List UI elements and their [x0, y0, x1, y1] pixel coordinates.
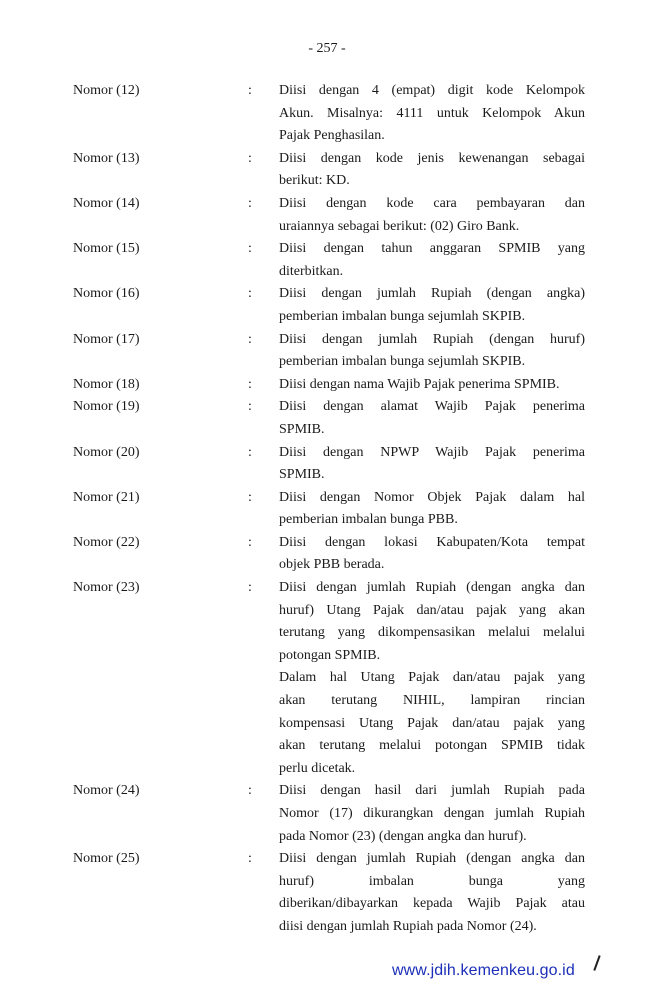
description-line: Dalam hal Utang Pajak dan/atau pajak yang: [279, 670, 585, 686]
row-description: [279, 780, 585, 848]
colon-separator: :: [248, 286, 252, 302]
colon-separator: :: [248, 444, 252, 460]
definition-row: [73, 193, 593, 238]
description-line: Akun. Misalnya: 4111 untuk Kelompok Akun: [279, 105, 585, 121]
row-label: Nomor (16): [73, 286, 140, 302]
description-line: pada Nomor (23) (dengan angka dan huruf).: [279, 828, 527, 844]
row-label: Nomor (20): [73, 444, 140, 460]
description-line: Diisi dengan hasil dari jumlah Rupiah pada: [279, 783, 585, 799]
row-description: [279, 487, 585, 532]
definition-row: [73, 487, 593, 532]
row-description: [279, 238, 585, 283]
description-line: pemberian imbalan bunga PBB.: [279, 512, 458, 528]
description-line: Diisi dengan lokasi Kabupaten/Kota tempat: [279, 534, 585, 550]
description-line: terutang yang dikompensasikan melalui melalui: [279, 625, 585, 641]
row-label: Nomor (25): [73, 851, 140, 867]
definition-row: [73, 80, 593, 148]
definition-row: [73, 238, 593, 283]
description-line: Diisi dengan kode cara pembayaran dan: [279, 195, 585, 211]
description-line: Diisi dengan Nomor Objek Pajak dalam hal: [279, 489, 585, 505]
footer-website-link[interactable]: www.jdih.kemenkeu.go.id: [392, 962, 575, 979]
description-line: diterbitkan.: [279, 263, 344, 279]
row-description: [279, 374, 585, 397]
row-label: Nomor (14): [73, 195, 140, 211]
description-line: perlu dicetak.: [279, 760, 356, 776]
row-label: Nomor (12): [73, 83, 140, 98]
description-line: diberikan/dibayarkan kepada Wajib Pajak atau: [279, 896, 585, 912]
colon-separator: :: [248, 150, 252, 166]
description-line: Diisi dengan 4 (empat) digit kode Kelompok: [279, 83, 585, 98]
colon-separator: :: [248, 331, 252, 347]
description-line: Diisi dengan nama Wajib Pajak penerima SPMIB.: [279, 376, 560, 392]
row-description: [279, 148, 585, 193]
definition-list: [73, 80, 593, 939]
description-line: objek PBB berada.: [279, 557, 385, 573]
row-description: [279, 396, 585, 441]
colon-separator: :: [248, 399, 252, 415]
definition-row: [73, 780, 593, 848]
description-line: Diisi dengan alamat Wajib Pajak penerima: [279, 399, 585, 415]
definition-row: [73, 442, 593, 487]
row-description: [279, 80, 585, 148]
definition-row: [73, 396, 593, 441]
description-line: SPMIB.: [279, 421, 325, 437]
row-description: [279, 193, 585, 238]
row-description: [279, 532, 585, 577]
definition-row: [73, 329, 593, 374]
colon-separator: :: [248, 783, 252, 799]
description-line: Diisi dengan tahun anggaran SPMIB yang: [279, 241, 585, 257]
colon-separator: :: [248, 580, 252, 596]
row-label: Nomor (24): [73, 783, 140, 799]
description-line: Diisi dengan jumlah Rupiah (dengan angka dan: [279, 580, 585, 596]
row-label: Nomor (23): [73, 580, 140, 596]
row-description: [279, 848, 585, 938]
page-number: - 257 -: [308, 41, 346, 56]
colon-separator: :: [248, 376, 252, 392]
definition-row: [73, 148, 593, 193]
description-line: pemberian imbalan bunga sejumlah SKPIB.: [279, 354, 526, 370]
definition-row: [73, 848, 593, 938]
colon-separator: :: [248, 534, 252, 550]
row-description: [279, 283, 585, 328]
description-line: Diisi dengan NPWP Wajib Pajak penerima: [279, 444, 585, 460]
definition-row: [73, 577, 593, 780]
description-line: SPMIB.: [279, 467, 325, 483]
colon-separator: :: [248, 83, 252, 98]
colon-separator: :: [248, 851, 252, 867]
description-line: akan terutang NIHIL, lampiran rincian: [279, 693, 585, 709]
description-line: potongan SPMIB.: [279, 647, 381, 663]
description-line: uraiannya sebagai berikut: (02) Giro Bank.: [279, 218, 520, 234]
row-label: Nomor (13): [73, 150, 140, 166]
row-label: Nomor (21): [73, 489, 140, 505]
row-description: [279, 329, 585, 374]
row-description: [279, 577, 585, 780]
description-line: huruf) Utang Pajak dan/atau pajak yang akan: [279, 602, 585, 618]
row-label: Nomor (18): [73, 376, 140, 392]
description-line: kompensasi Utang Pajak dan/atau pajak yang: [279, 715, 585, 731]
row-label: Nomor (22): [73, 534, 140, 550]
description-line: Nomor (17) dikurangkan dengan jumlah Rupiah: [279, 806, 585, 821]
definition-row: [73, 532, 593, 577]
row-label: Nomor (19): [73, 399, 140, 415]
definition-row: [73, 283, 593, 328]
description-line: Diisi dengan jumlah Rupiah (dengan huruf): [279, 331, 585, 347]
colon-separator: :: [248, 489, 252, 505]
definition-row: [73, 374, 593, 397]
description-line: pemberian imbalan bunga sejumlah SKPIB.: [279, 308, 526, 324]
colon-separator: :: [248, 241, 252, 257]
description-line: huruf) imbalan bunga yang: [279, 873, 585, 889]
row-description: [279, 442, 585, 487]
description-line: diisi dengan jumlah Rupiah pada Nomor (24).: [279, 918, 537, 934]
description-line: akan terutang melalui potongan SPMIB tidak: [279, 738, 585, 754]
row-label: Nomor (15): [73, 241, 140, 257]
description-line: berikut: KD.: [279, 173, 350, 189]
description-line: Pajak Penghasilan.: [279, 128, 385, 144]
paraf-mark: [593, 955, 600, 971]
description-line: Diisi dengan jumlah Rupiah (dengan angka dan: [279, 851, 585, 867]
row-label: Nomor (17): [73, 331, 140, 347]
description-line: Diisi dengan kode jenis kewenangan sebagai: [279, 150, 585, 166]
description-line: Diisi dengan jumlah Rupiah (dengan angka): [279, 286, 585, 302]
colon-separator: :: [248, 195, 252, 211]
